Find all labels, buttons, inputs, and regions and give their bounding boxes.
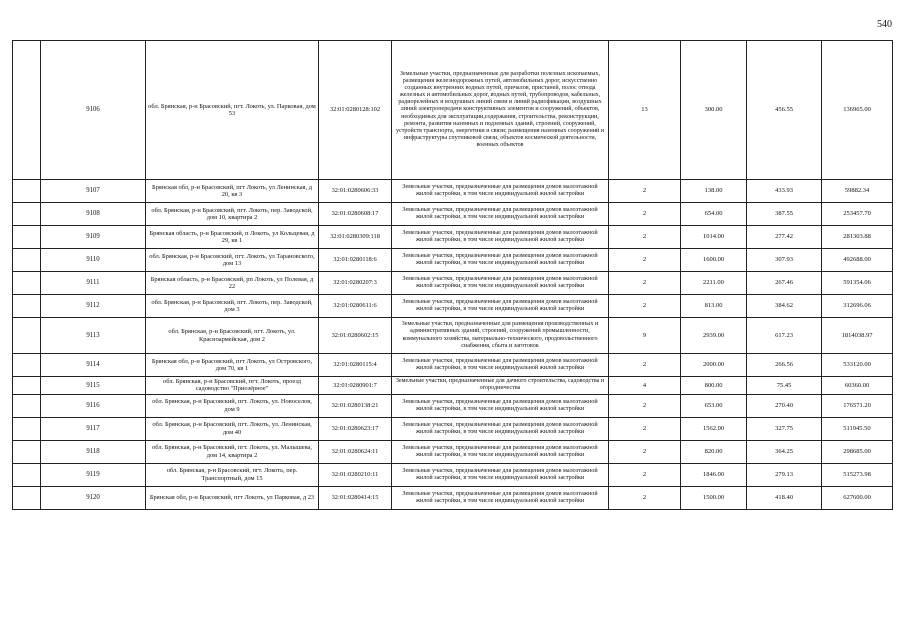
specific-value-cell: 307.93 (747, 249, 822, 272)
blank-cell (13, 295, 41, 318)
table-row (13, 295, 893, 318)
blank-cell (13, 272, 41, 295)
area-cell: 1562.00 (681, 417, 747, 440)
use-group-cell: 2 (609, 463, 681, 486)
address-cell: обл. Брянская, р-н Брасовский, пгт. Локоть, пер. Транспортный, дом 15 (146, 463, 319, 486)
address-cell: Брянская обл, р-н Брасовский, пгт Локоть, ул Ленинская, д 20, кв 3 (146, 180, 319, 203)
use-group-cell: 2 (609, 180, 681, 203)
land-use-cell: Земельные участки, предназначенные для размещения производственных и административных зданий, строений, сооружений промышленности, коммунального хозяйства, материально-технического, продовольственного снабжения, сбыта и заготовок (392, 318, 609, 354)
cadastral-value-cell: 176571.20 (822, 394, 893, 417)
cadastral-number-cell: 32:01:0280901:7 (319, 377, 392, 395)
area-cell: 1600.00 (681, 249, 747, 272)
table-row (13, 203, 893, 226)
cadastral-value-cell: 511945.50 (822, 417, 893, 440)
blank-cell (13, 318, 41, 354)
cadastral-value-cell: 627600.00 (822, 486, 893, 509)
row-number-cell: 9110 (41, 249, 146, 272)
row-number-cell: 9115 (41, 377, 146, 395)
cadastral-number-cell: 32:01:0280309:118 (319, 226, 392, 249)
row-number-cell: 9111 (41, 272, 146, 295)
cadastral-value-cell: 253457.70 (822, 203, 893, 226)
row-number-cell: 9118 (41, 440, 146, 463)
cadastral-value-cell: 492688.00 (822, 249, 893, 272)
blank-cell (13, 180, 41, 203)
use-group-cell: 2 (609, 394, 681, 417)
cadastral-number-cell: 32:01:0280138:21 (319, 394, 392, 417)
area-cell: 1846.00 (681, 463, 747, 486)
land-use-cell: Земельные участки, предназначенные для размещения домов малоэтажной жилой застройки, в том числе индивидуальной жилой застройки (392, 394, 609, 417)
table-row (13, 226, 893, 249)
cadastral-value-cell: 60360.00 (822, 377, 893, 395)
cadastral-number-cell: 32:01:0280602:15 (319, 318, 392, 354)
land-use-cell: Земельные участки, предназначенные для дачного строительства, садоводства и огородничества (392, 377, 609, 395)
address-cell: Брянская обл, р-н Брасовский, пгт Локоть, ул Островского, дом 70, кв 1 (146, 354, 319, 377)
row-number-cell: 9107 (41, 180, 146, 203)
cadastral-value-cell: 312696.06 (822, 295, 893, 318)
land-use-cell: Земельные участки, предназначенные для разработки полезных ископаемых, размещения железнодорожных путей, автомобильных дорог, искусственно созданных внутренних водных путей, причалов, пристаней, полос отвода железных и автомобильных дорог, водных путей, трубопроводов, кабельных, радиорелейных и воздушных линий связи и линий радиофикации, воздушных линий электропередачи конструктивных элементов и сооружений, объектов, необходимых для эксплуатации,содержания, строительства, реконструкции, ремонта, развития наземных и подземных зданий, строений, сооружений, устройств транспорта, энергетики и связи; размещения наземных сооружений и инфраструктуры спутниковой связи, объектов космической деятельности, военных объектов (392, 41, 609, 180)
blank-cell (13, 203, 41, 226)
blank-cell (13, 354, 41, 377)
address-cell: обл. Брянская, р-н Брасовский, пгт. Локоть, ул. Красноармейская, дом 2 (146, 318, 319, 354)
address-cell: обл. Брянская, р-н Брасовский, пгт. Локоть, ул Тарановского, дом 13 (146, 249, 319, 272)
table-row (13, 463, 893, 486)
address-cell: обл. Брянская, р-н Брасовский, пгт. Локоть, ул. Малышева, дом 14, квартира 2 (146, 440, 319, 463)
row-number-cell: 9109 (41, 226, 146, 249)
cadastral-value-cell: 1814038.97 (822, 318, 893, 354)
cadastral-number-cell: 32:01:0280115:4 (319, 354, 392, 377)
use-group-cell: 13 (609, 41, 681, 180)
table-row (13, 354, 893, 377)
cadastral-number-cell: 32:01:0280128:102 (319, 41, 392, 180)
table-row (13, 249, 893, 272)
blank-cell (13, 486, 41, 509)
cadastral-value-table (12, 40, 893, 510)
address-cell: обл. Брянская, р-н Брасовский, пгт. Локоть, проезд садоводство "Приозёрное" (146, 377, 319, 395)
specific-value-cell: 266.56 (747, 354, 822, 377)
blank-cell (13, 394, 41, 417)
table-body (13, 41, 893, 510)
land-use-cell: Земельные участки, предназначенные для размещения домов малоэтажной жилой застройки, в том числе индивидуальной жилой застройки (392, 249, 609, 272)
table-row (13, 318, 893, 354)
cadastral-number-cell: 32:01:0280210:11 (319, 463, 392, 486)
cadastral-value-cell: 281303.88 (822, 226, 893, 249)
row-number-cell: 9114 (41, 354, 146, 377)
specific-value-cell: 387.55 (747, 203, 822, 226)
address-cell: обл. Брянская, р-н Брасовский, пгт. Локоть, ул. Парковая, дом 53 (146, 41, 319, 180)
area-cell: 300.00 (681, 41, 747, 180)
use-group-cell: 2 (609, 354, 681, 377)
area-cell: 800.00 (681, 377, 747, 395)
page-number: 540 (877, 19, 892, 30)
cadastral-number-cell: 32:01:0280118:6 (319, 249, 392, 272)
area-cell: 2939.00 (681, 318, 747, 354)
cadastral-number-cell: 32:01:0280414:15 (319, 486, 392, 509)
address-cell: обл. Брянская, р-н Брасовский, пгт. Локоть, ул. Новоселов, дом 9 (146, 394, 319, 417)
area-cell: 138.00 (681, 180, 747, 203)
specific-value-cell: 279.13 (747, 463, 822, 486)
cadastral-number-cell: 32:01:0280608:17 (319, 203, 392, 226)
use-group-cell: 4 (609, 377, 681, 395)
use-group-cell: 2 (609, 440, 681, 463)
land-use-cell: Земельные участки, предназначенные для размещения домов малоэтажной жилой застройки, в том числе индивидуальной жилой застройки (392, 180, 609, 203)
area-cell: 2211.00 (681, 272, 747, 295)
cadastral-number-cell: 32:01:0280606:33 (319, 180, 392, 203)
address-cell: обл. Брянская, р-н Брасовский, пгт. Локоть, пер. Заводской, дом 10, квартира 2 (146, 203, 319, 226)
cadastral-value-cell: 59882.34 (822, 180, 893, 203)
use-group-cell: 2 (609, 226, 681, 249)
row-number-cell: 9113 (41, 318, 146, 354)
use-group-cell: 2 (609, 295, 681, 318)
land-use-cell: Земельные участки, предназначенные для размещения домов малоэтажной жилой застройки, в том числе индивидуальной жилой застройки (392, 272, 609, 295)
use-group-cell: 2 (609, 486, 681, 509)
specific-value-cell: 270.40 (747, 394, 822, 417)
cadastral-number-cell: 32:01:0280207:3 (319, 272, 392, 295)
cadastral-number-cell: 32:01:0280624:11 (319, 440, 392, 463)
cadastral-number-cell: 32:01:0280611:6 (319, 295, 392, 318)
use-group-cell: 2 (609, 249, 681, 272)
area-cell: 1014.00 (681, 226, 747, 249)
row-number-cell: 9106 (41, 41, 146, 180)
address-cell: Брянская обл, р-н Брасовский, пгт Локоть, ул Парковая, д 23 (146, 486, 319, 509)
table-row (13, 440, 893, 463)
table-row (13, 486, 893, 509)
table-row (13, 41, 893, 180)
address-cell: Брянская область, р-н Брасовский, п Локоть, ул Кольцевая, д 29, кв 1 (146, 226, 319, 249)
land-use-cell: Земельные участки, предназначенные для размещения домов малоэтажной жилой застройки, в том числе индивидуальной жилой застройки (392, 203, 609, 226)
specific-value-cell: 418.40 (747, 486, 822, 509)
address-cell: обл. Брянская, р-н Брасовский, пгт. Локоть, пер. Заводской, дом 3 (146, 295, 319, 318)
area-cell: 1500.00 (681, 486, 747, 509)
specific-value-cell: 267.46 (747, 272, 822, 295)
blank-cell (13, 440, 41, 463)
cadastral-value-cell: 591354.06 (822, 272, 893, 295)
area-cell: 820.00 (681, 440, 747, 463)
row-number-cell: 9117 (41, 417, 146, 440)
use-group-cell: 9 (609, 318, 681, 354)
row-number-cell: 9119 (41, 463, 146, 486)
row-number-cell: 9108 (41, 203, 146, 226)
blank-cell (13, 41, 41, 180)
land-use-cell: Земельные участки, предназначенные для размещения домов малоэтажной жилой застройки, в том числе индивидуальной жилой застройки (392, 354, 609, 377)
area-cell: 654.00 (681, 203, 747, 226)
land-use-cell: Земельные участки, предназначенные для размещения домов малоэтажной жилой застройки, в том числе индивидуальной жилой застройки (392, 463, 609, 486)
blank-cell (13, 377, 41, 395)
table-row (13, 377, 893, 395)
area-cell: 813.00 (681, 295, 747, 318)
specific-value-cell: 433.93 (747, 180, 822, 203)
blank-cell (13, 226, 41, 249)
cadastral-value-cell: 515273.98 (822, 463, 893, 486)
area-cell: 653.00 (681, 394, 747, 417)
specific-value-cell: 384.62 (747, 295, 822, 318)
specific-value-cell: 327.75 (747, 417, 822, 440)
specific-value-cell: 277.42 (747, 226, 822, 249)
use-group-cell: 2 (609, 417, 681, 440)
land-use-cell: Земельные участки, предназначенные для размещения домов малоэтажной жилой застройки, в том числе индивидуальной жилой застройки (392, 417, 609, 440)
table-row (13, 272, 893, 295)
table-row (13, 180, 893, 203)
cadastral-number-cell: 32:01:0280623:17 (319, 417, 392, 440)
cadastral-value-cell: 136965.00 (822, 41, 893, 180)
address-cell: обл. Брянская, р-н Брасовский, пгт. Локоть, ул. Ленинская, дом 40 (146, 417, 319, 440)
land-use-cell: Земельные участки, предназначенные для размещения домов малоэтажной жилой застройки, в том числе индивидуальной жилой застройки (392, 295, 609, 318)
address-cell: Брянская область, р-н Брасовский, рп Локоть, ул Полевая, д 22 (146, 272, 319, 295)
row-number-cell: 9112 (41, 295, 146, 318)
blank-cell (13, 463, 41, 486)
table-row (13, 394, 893, 417)
specific-value-cell: 75.45 (747, 377, 822, 395)
land-use-cell: Земельные участки, предназначенные для размещения домов малоэтажной жилой застройки, в том числе индивидуальной жилой застройки (392, 440, 609, 463)
blank-cell (13, 417, 41, 440)
blank-cell (13, 249, 41, 272)
specific-value-cell: 364.25 (747, 440, 822, 463)
use-group-cell: 2 (609, 203, 681, 226)
specific-value-cell: 617.23 (747, 318, 822, 354)
row-number-cell: 9120 (41, 486, 146, 509)
cadastral-value-cell: 298685.00 (822, 440, 893, 463)
row-number-cell: 9116 (41, 394, 146, 417)
land-use-cell: Земельные участки, предназначенные для размещения домов малоэтажной жилой застройки, в том числе индивидуальной жилой застройки (392, 226, 609, 249)
specific-value-cell: 456.55 (747, 41, 822, 180)
area-cell: 2000.00 (681, 354, 747, 377)
table-row (13, 417, 893, 440)
use-group-cell: 2 (609, 272, 681, 295)
land-use-cell: Земельные участки, предназначенные для размещения домов малоэтажной жилой застройки, в том числе индивидуальной жилой застройки (392, 486, 609, 509)
cadastral-value-cell: 533120.00 (822, 354, 893, 377)
